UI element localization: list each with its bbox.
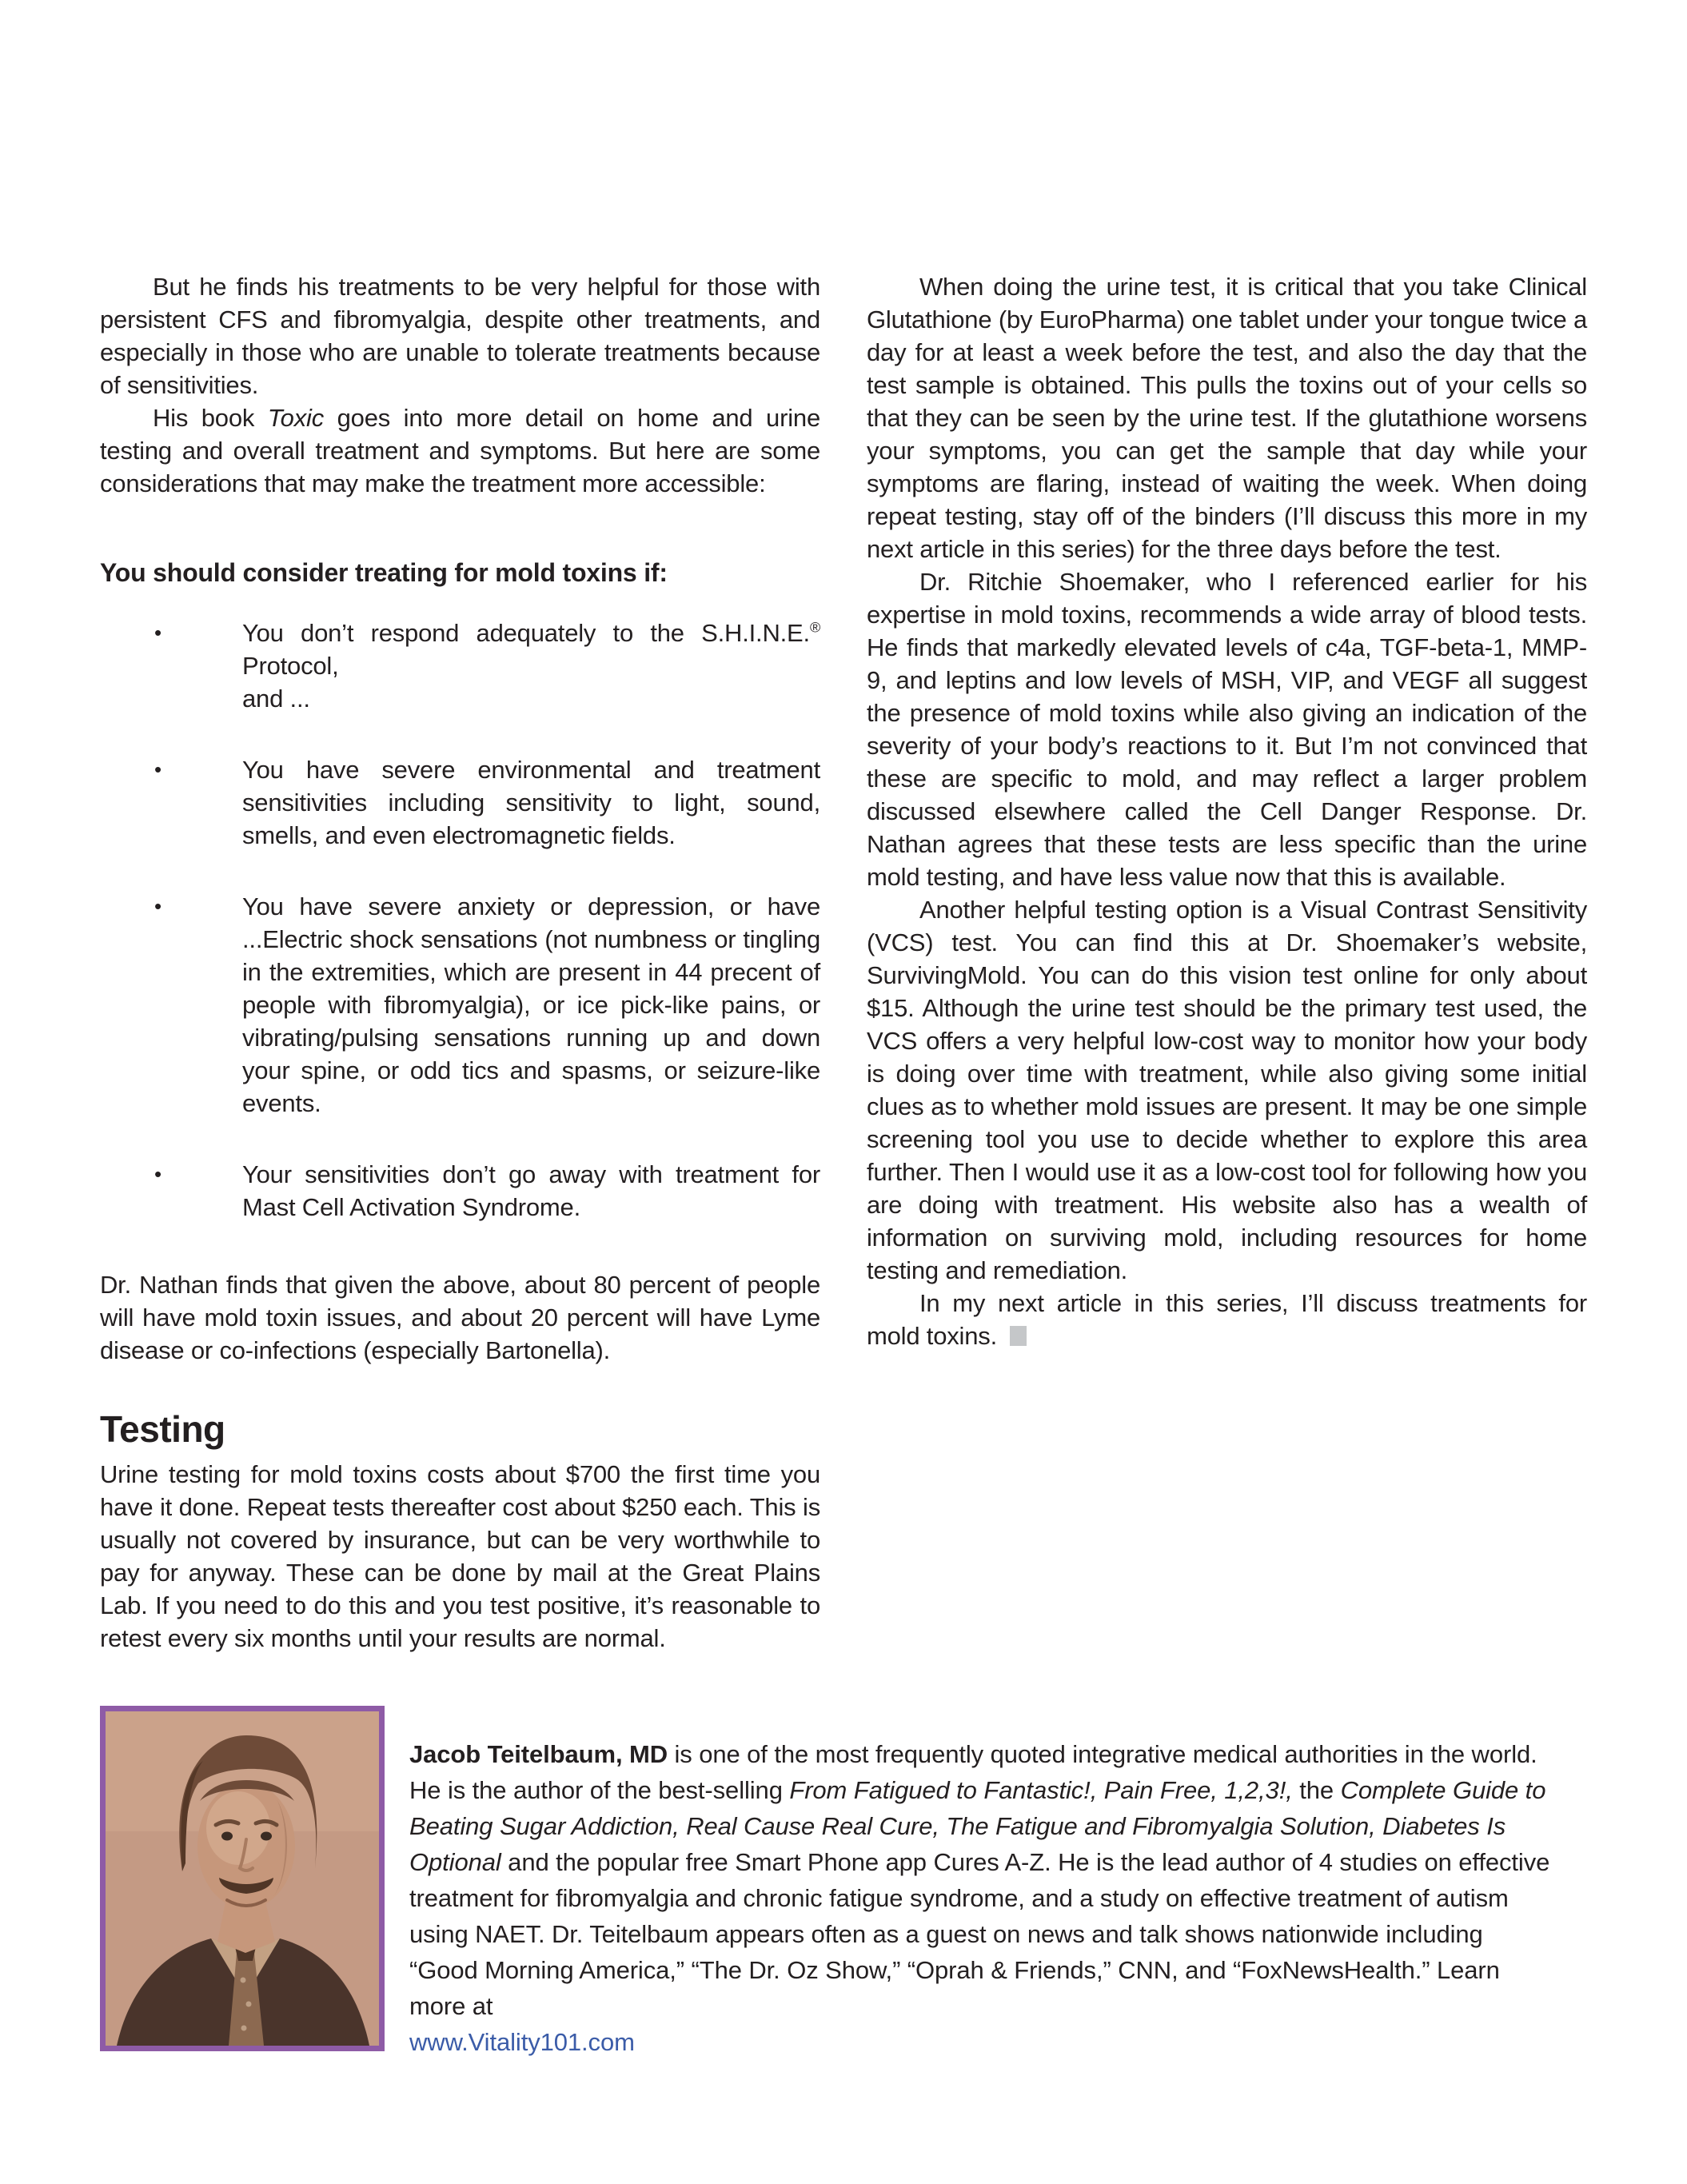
bullet-icon: • (154, 757, 162, 781)
bio-section (100, 1706, 1591, 2060)
bullet-icon: • (154, 1162, 162, 1186)
author-photo (100, 1706, 385, 2051)
bullet-text: Your sensitivities don’t go away with treatment for Mast Cell Activation Syndrome. (242, 1160, 820, 1221)
bullet-icon: • (154, 621, 162, 645)
bullet-item (100, 890, 820, 1120)
author-portrait-image (106, 1711, 379, 2046)
left-column (100, 270, 820, 1655)
bullet-text: You don’t respond adequately to the S.H.I.N.E.® Protocol, and ... (242, 619, 820, 713)
paragraph: Another helpful testing option is a Visual Contrast Sensitivity (VCS) test. You can find this at Dr. Shoemaker’s website, SurvivingMold. You can do this vision test online for only about $15. Although the urine test should be the primary test used, the VCS offers a very helpful low-cost way to monitor how your body is doing over time with treatment, while also giving some initial clues as to whether mold issues are present. It may be one simple screening tool you use to decide whether to explore this area further. Then I would use it as a low-cost tool for following how you are doing with treatment. His website also has a wealth of information on surviving mold, including resources for home testing and remediation. (867, 896, 1587, 1284)
bullet-icon: • (154, 894, 162, 918)
paragraph: Urine testing for mold toxins costs about $700 the first time you have it done. Repeat tests thereafter cost about $250 each. This is usually not covered by insurance, but can be very worthwhile to pay for anyway. These can be done by mail at the Great Plains Lab. If you need to do this and you test positive, it’s reasonable to retest every six months until your results are normal. (100, 1460, 820, 1652)
paragraph: Dr. Nathan finds that given the above, about 80 percent of people will have mold toxin issues, and about 20 percent will have Lyme disease or co-infections (especially Bartonella). (100, 1271, 820, 1364)
bullet-item (100, 1158, 820, 1224)
vitality-link[interactable]: www.Vitality101.com (409, 2028, 635, 2056)
article-columns (100, 270, 1587, 1655)
bullet-item (100, 617, 820, 715)
paragraph: His book Toxic goes into more detail on home and urine testing and overall treatment and symptoms. But here are some considerations that may make the treatment more accessible: (100, 404, 820, 497)
bio-text: Jacob Teitelbaum, MD is one of the most frequently quoted integrative medical authorities in the world. He is the author of the best-selling From Fatigued to Fantastic!, Pain Free, 1,2,3!, the Complete Guide to Beating Sugar Addiction, Real Cause Real Cure, The Fatigue and Fibromyalgia Solution, Diabetes Is Optional and the popular free Smart Phone app Cures A-Z. He is the lead author of 4 studies on effective treatment for fibromyalgia and chronic fatigue syndrome, and a study on effective treatment of autism using NAET. Dr. Teitelbaum appears often as a guest on news and talk shows nationwide including “Good Morning America,” “The Dr. Oz Show,” “Oprah & Friends,” CNN, and “FoxNewsHealth.” Learn more at (409, 1740, 1550, 2020)
right-column (867, 270, 1587, 1655)
bullet-list (100, 617, 820, 1224)
paragraph: Dr. Ritchie Shoemaker, who I referenced earlier for his expertise in mold toxins, recommends a wide array of blood tests. He finds that markedly elevated levels of c4a, TGF-beta-1, MMP-9, and leptins and low levels of MSH, VIP, and VEGF all suggest the presence of mold toxins while also giving an indication of the severity of your body’s reactions to it. But I’m not convinced that these are specific to mold, and may reflect a larger problem discussed elsewhere called the Cell Danger Response. Dr. Nathan agrees that these tests are less specific than the urine mold testing, and have less value now that this is available. (867, 568, 1587, 891)
bullet-item (100, 753, 820, 852)
paragraph: In my next article in this series, I’ll discuss treatments for mold toxins. (867, 1289, 1587, 1350)
bullet-text: You have severe environmental and treatment sensitivities including sensitivity to light, sound, smells, and even electromagnetic fields. (242, 756, 820, 849)
end-of-article-icon (1010, 1326, 1027, 1346)
paragraph: But he finds his treatments to be very helpful for those with persistent CFS and fibromyalgia, despite other treatments, and especially in those who are unable to tolerate treatments because of sensitivities. (100, 273, 820, 399)
paragraph: When doing the urine test, it is critical that you take Clinical Glutathione (by EuroPharma) one tablet under your tongue twice a day for at least a week before the test, and also the day that the test sample is obtained. This pulls the toxins out of your cells so that they can be seen by the urine test. If the glutathione worsens your symptoms, you can get the sample that day while your symptoms are flaring, instead of waiting the week. When doing repeat testing, stay off of the binders (I’ll discuss this more in my next article in this series) for the three days before the test. (867, 273, 1587, 563)
bullet-text: You have severe anxiety or depression, or have ...Electric shock sensations (not numbness or tingling in the extremities, which are present in 44 precent of people with fibromyalgia), or ice pick-like pains, or vibrating/pulsing sensations running up and down your spine, or odd tics and spasms, or seizure-like events. (242, 892, 820, 1117)
bio-text-block (409, 1706, 1557, 2060)
section-heading-consider: You should consider treating for mold toxins if: (100, 558, 668, 587)
section-heading-testing: Testing (100, 1408, 225, 1450)
